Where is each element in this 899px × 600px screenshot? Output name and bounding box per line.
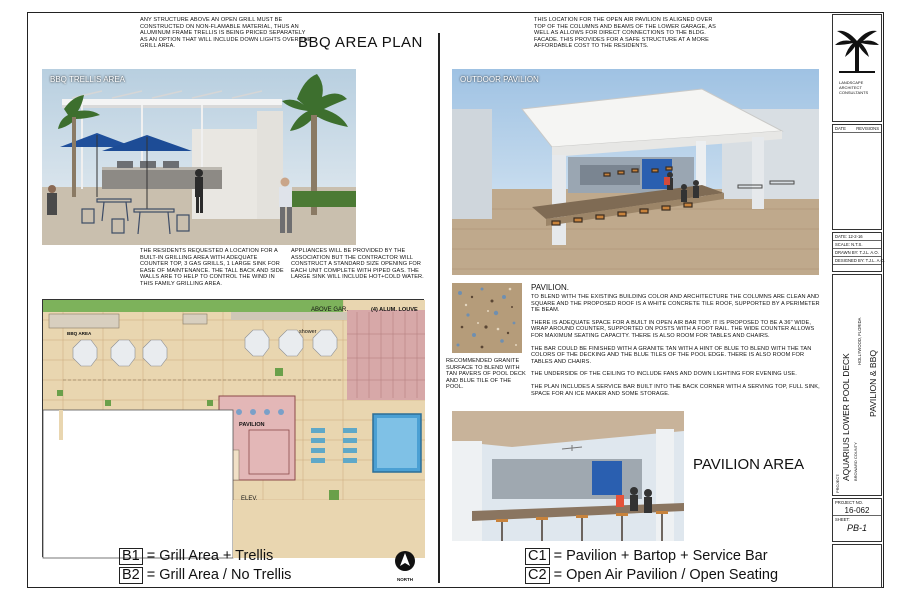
legend-item-b1: B1 = Grill Area + Trellis: [119, 547, 291, 566]
pavilion-paragraph: THERE IS ADEQUATE SPACE FOR A BUILT IN OPEN AIR BAR TOP. IT IS PROPOSED TO BE A 36" WIDE, WRAP AROUND COUNTER, SUPPORTED ON POSTS WITH A FOOT RAIL. THE WIDE COUNTER ALLOWS FOR MAXIMUM SEATING CAPACITY. THERE IS ALSO ROOM FOR TABLES AND CHAIRS.: [531, 319, 815, 339]
outdoor-pavilion-render: [452, 69, 819, 275]
pavilion-paragraph: THE BAR COULD BE FINISHED WITH A GRANITE TAN WITH A HINT OF BLUE TO BLEND WITH THE TAN COLORS OF THE DECKING AND THE BLUE TILES OF THE POOL EDGE. THERE IS ALSO ROOM FOR TABLES AND CHAIRS.: [531, 345, 812, 365]
project-location: HOLLYWOOD, FLORIDA: [857, 317, 862, 365]
stamp-block: [832, 544, 882, 588]
plan-label-bbq-area: BBQ AREA: [67, 331, 92, 336]
project-no-label: PROJECT NO.: [835, 500, 864, 505]
pavilion-paragraph: THE UNDERSIDE OF THE CEILING TO INCLUDE FANS AND DOWN LIGHTING FOR EVENING USE.: [531, 371, 797, 378]
project-county: BROWARD COUNTY: [853, 442, 858, 481]
drawing-sheet: [27, 12, 884, 588]
granite-texture: [452, 283, 522, 353]
drawing-title: PAVILION & BBQ: [868, 349, 878, 417]
plan-label-above-gar: ABOVE GAR.: [311, 307, 349, 313]
legend-right: [525, 547, 778, 585]
north-arrow: NORTH: [392, 550, 418, 582]
bbq-render-illustration: [42, 69, 356, 245]
pavilion-area-title: PAVILION AREA: [693, 456, 805, 473]
revisions-col-date: DATE: [835, 126, 846, 131]
site-plan: [42, 299, 424, 557]
plan-label-pavilion: PAVILION: [239, 422, 265, 428]
project-no: 16-062: [833, 506, 881, 516]
pavilion-area-illustration: [452, 411, 684, 541]
sheet-label: SHEET:: [835, 517, 850, 522]
bbq-trellis-label: BBQ TRELLIS AREA: [50, 75, 125, 84]
legend-item-c2: C2 = Open Air Pavilion / Open Seating: [525, 566, 778, 585]
plan-label-elev: ELEV.: [241, 496, 258, 502]
north-arrow-icon: [394, 550, 416, 572]
pavilion-heading: PAVILION.: [531, 283, 569, 292]
palm-tree-logo-icon: [833, 15, 881, 75]
granite-swatch: [452, 283, 522, 353]
plan-label-louvers: (4) ALUM. LOUVE: [371, 307, 418, 313]
site-plan-drawing: [43, 300, 425, 558]
drawing-info-block: DATE: 12-2-16 SCALE: N.T.S. DRAWN BY: T.J.L. A.O. DESIGNED BY: T.J.L. A.O.: [832, 232, 882, 272]
trellis-note: ANY STRUCTURE ABOVE AN OPEN GRILL MUST BE CONSTRUCTED ON NON-FLAMABLE MATERIAL, THUS AN ALUMINUM FRAME TRELLIS IS BEING PRICED SEPARATELY AS AN OPTION THAT WILL INCLUDE DOWN LIGHTS OVER THE GRILL AREA.: [140, 17, 312, 50]
pavilion-paragraph: TO BLEND WITH THE EXISTING BUILDING COLOR AND ARCHITECTURE THE COLUMNS ARE CLEAN AND SQUARE AND THE PROPOSED ROOF IS A WHITE CONCRETE TILE ROOF, SUPPORTED BY A PERIMETER TIE BEAM.: [531, 294, 820, 314]
legend-item-c1: C1 = Pavilion + Bartop + Service Bar: [525, 547, 778, 566]
legend-item-b2: B2 = Grill Area / No Trellis: [119, 566, 291, 585]
firm-name-line: CONSULTANTS: [839, 90, 869, 95]
plan-label-shower: shower: [299, 329, 317, 335]
project-name: AQUARIUS LOWER POOL DECK: [841, 353, 851, 481]
pavilion-description: [531, 283, 821, 403]
firm-name-line: LANDSCAPE: [839, 80, 864, 85]
revisions-block: [832, 124, 882, 230]
legend-left: [119, 547, 291, 585]
pavilion-render-illustration: [452, 69, 819, 275]
pavilion-paragraph: THE PLAN INCLUDES A SERVICE BAR BUILT INTO THE BACK CORNER WITH A SERVING TOP, FULL SINK, SPACE FOR AN ICE MAKER AND SOME STORAGE.: [531, 383, 820, 397]
outdoor-pavilion-label: OUTDOOR PAVILION: [460, 75, 539, 84]
firm-logo-block: [832, 14, 882, 122]
pavilion-area-render: [452, 411, 684, 541]
appliances-note: APPLIANCES WILL BE PROVIDED BY THE ASSOCIATION BUT THE CONTRACTOR WILL CONSTRUCT A STANDARD SIZE OPENING FOR EACH UNIT COMPLETE WITH PIPED GAS. THE LARGE SINK WILL INCLUDE HOT+COLD WATER.: [291, 248, 424, 281]
granite-note: RECOMMENDED GRANITE SURFACE TO BLEND WITH TAN PAVERS OF POOL DECK AND BLUE TILE OF THE POOL.: [446, 358, 526, 391]
sheet-number-block: [832, 498, 882, 542]
firm-name-line: ARCHITECT: [839, 85, 862, 90]
residents-request-note: THE RESIDENTS REQUESTED A LOCATION FOR A BUILT-IN GRILLING AREA WITH ADEQUATE COUNTER TOP, 3 GAS GRILLS, 1 LARGE SINK FOR EASE OF MAINTENANCE. THE TALL BACK AND SIDE WALLS ARE TO HELP TO CONTROL THE WIND IN THIS FAMILY GRILLING AREA.: [140, 248, 284, 287]
sheet-no: PB-1: [846, 523, 867, 533]
bbq-trellis-render: [42, 69, 356, 245]
project-label: PROJECT:: [835, 473, 840, 493]
pavilion-location-note: THIS LOCATION FOR THE OPEN AIR PAVILION IS ALIGNED OVER TOP OF THE COLUMNS AND BEAMS OF THE LOWER GARAGE, AS WELL AS ALLOWS FOR DIRECT CONNECTIONS TO THE BLDG. FACADE. THIS PROVIDES FOR A SAFE STRUCTURE AT A MORE AFFORDABLE COST TO THE RESIDENTS.: [534, 17, 716, 50]
revisions-col-revisions: REVISIONS: [856, 126, 879, 131]
project-block: [832, 274, 882, 496]
sheet-title: BBQ AREA PLAN: [298, 34, 423, 51]
center-divider: [438, 33, 440, 583]
